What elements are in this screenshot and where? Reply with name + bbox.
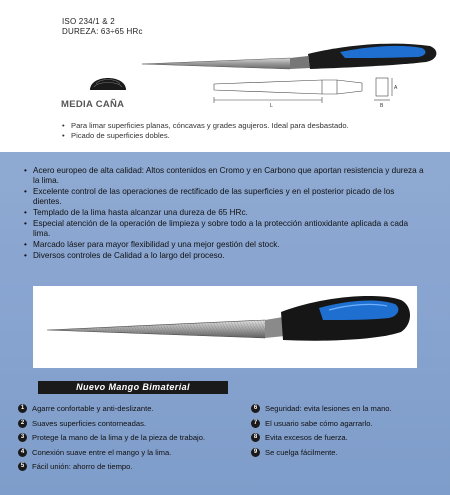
usage-item: • Picado de superficies dobles. — [62, 131, 442, 141]
feature-item — [18, 448, 248, 463]
feature-number: 5 — [18, 462, 27, 471]
feature-number: 6 — [251, 404, 260, 413]
quality-list — [24, 166, 424, 262]
feature-text: Protege la mano de la lima y de la pieza de trabajo. — [32, 433, 206, 442]
drawing-label-l: L — [270, 103, 273, 108]
feature-number: 2 — [18, 419, 27, 428]
feature-text: Seguridad: evita lesiones en la mano. — [265, 404, 392, 413]
iso-standard: ISO 234/1 & 2 — [62, 17, 115, 26]
hardness-spec: DUREZA: 63÷65 HRc — [62, 27, 143, 36]
quality-item: • Diversos controles de Calidad a lo largo del proceso. — [24, 251, 424, 261]
file-thumbnail-image — [140, 36, 440, 76]
features-panel — [0, 152, 450, 495]
feature-item — [251, 433, 441, 448]
product-header — [0, 0, 450, 152]
handle-banner: Nuevo Mango Bimaterial — [38, 381, 228, 394]
feature-number: 9 — [251, 448, 260, 457]
drawing-label-b: B — [380, 103, 384, 108]
file-product-photo — [33, 286, 417, 368]
feature-text: Se cuelga fácilmente. — [265, 447, 338, 457]
feature-item — [251, 404, 441, 419]
usage-list — [62, 121, 442, 141]
feature-number: 3 — [18, 433, 27, 442]
half-round-profile-icon — [88, 70, 128, 92]
feature-text: Fácil unión: ahorro de tiempo. — [32, 462, 133, 471]
feature-text: Conexión suave entre el mango y la lima. — [32, 447, 172, 457]
usage-item: • Para limar superficies planas, cóncavas y grades agujeros. Ideal para desbastado. — [62, 121, 442, 131]
quality-item: • Especial atención de la operación de limpieza y sobre todo a la protección antioxidante aplicada a cada lima. — [24, 219, 424, 239]
feature-number: 8 — [251, 433, 260, 442]
handle-features-right — [251, 404, 441, 462]
feature-item — [251, 419, 441, 434]
feature-item — [18, 433, 248, 448]
spec-block — [62, 17, 143, 37]
technical-drawing — [212, 72, 402, 108]
feature-number: 1 — [18, 404, 27, 413]
shape-title: MEDIA CAÑA — [61, 99, 125, 110]
feature-number: 7 — [251, 419, 260, 428]
drawing-label-a: A — [394, 85, 398, 91]
quality-item: • Acero europeo de alta calidad: Altos contenidos en Cromo y en Carbono que aportan resistencia y dureza a la lima. — [24, 166, 424, 186]
file-photo-image — [33, 286, 417, 368]
feature-text: Suaves superficies contorneadas. — [32, 418, 146, 428]
quality-item: • Marcado láser para mayor flexibilidad y una mejor gestión del stock. — [24, 240, 424, 250]
feature-text: El usuario sabe cómo agarrarlo. — [265, 418, 373, 428]
quality-item: • Excelente control de las operaciones de rectificado de las superficies y en el posterior picado de los dientes. — [24, 187, 424, 207]
feature-item — [18, 462, 248, 477]
feature-text: Agarre confortable y anti-deslizante. — [32, 404, 154, 413]
feature-text: Evita excesos de fuerza. — [265, 433, 348, 442]
handle-features-left — [18, 404, 248, 477]
quality-item: • Templado de la lima hasta alcanzar una dureza de 65 HRc. — [24, 208, 424, 218]
feature-number: 4 — [18, 448, 27, 457]
feature-item — [18, 419, 248, 434]
feature-item — [18, 404, 248, 419]
feature-item — [251, 448, 441, 463]
